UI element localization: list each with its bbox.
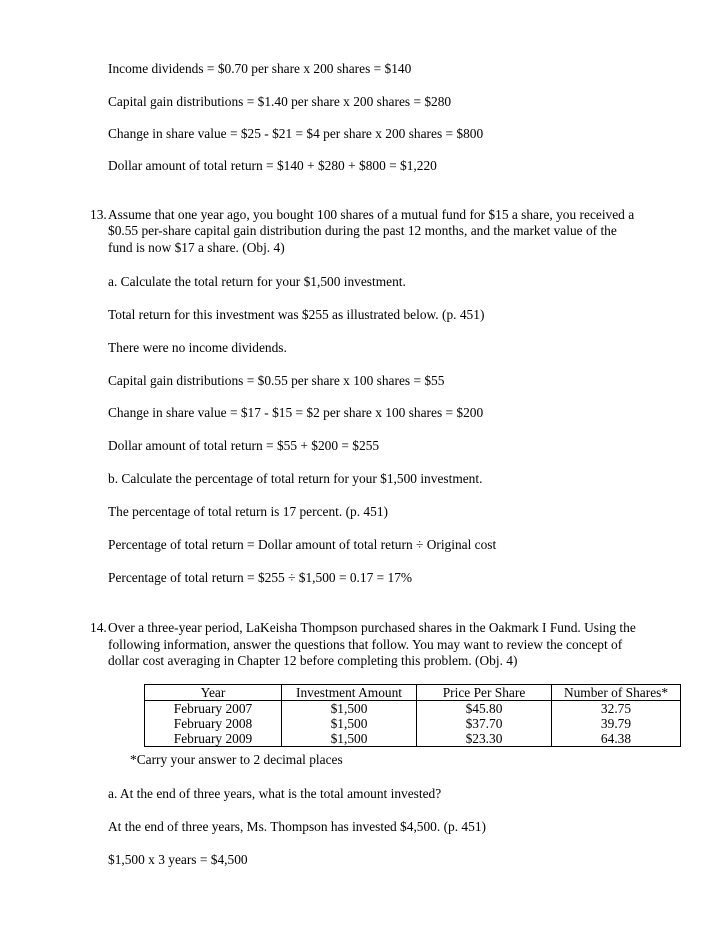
q13-text-line: fund is now $17 a share. (Obj. 4) xyxy=(108,240,285,255)
q13-part-b: b. Calculate the percentage of total return for your $1,500 investment. xyxy=(108,471,483,486)
q13-text-line: Assume that one year ago, you bought 100 shares of a mutual fund for $15 a share, you received a xyxy=(108,207,635,222)
q14-text-line: following information, answer the questions that follow. You may want to review the concept of xyxy=(108,637,623,652)
total-return-line: Dollar amount of total return = $140 + $280 + $800 = $1,220 xyxy=(108,158,437,173)
header-number-of-shares: Number of Shares* xyxy=(552,685,681,701)
q14-text-line: Over a three-year period, LaKeisha Thompson purchased shares in the Oakmark I Fund. Using the xyxy=(108,620,636,635)
q14-answer-line: $1,500 x 3 years = $4,500 xyxy=(108,852,248,867)
header-year: Year xyxy=(145,685,282,701)
cell-shares: 64.38 xyxy=(552,731,681,747)
cell-price: $37.70 xyxy=(417,716,552,731)
q13-answer-line: Percentage of total return = Dollar amount of total return ÷ Original cost xyxy=(108,537,497,552)
cell-price: $23.30 xyxy=(417,731,552,747)
q13-answer-line: Dollar amount of total return = $55 + $200 = $255 xyxy=(108,438,380,453)
table-row xyxy=(145,716,681,731)
share-value-change-line: Change in share value = $25 - $21 = $4 per share x 200 shares = $800 xyxy=(108,126,484,141)
cell-investment: $1,500 xyxy=(282,731,417,747)
table-row xyxy=(145,701,681,717)
q14-text-line: dollar cost averaging in Chapter 12 before completing this problem. (Obj. 4) xyxy=(108,653,518,668)
header-price-per-share: Price Per Share xyxy=(417,685,552,701)
q13-text-line: $0.55 per-share capital gain distribution during the past 12 months, and the market value of the xyxy=(108,223,617,238)
table-row xyxy=(145,731,681,747)
q14-answer-line: At the end of three years, Ms. Thompson has invested $4,500. (p. 451) xyxy=(108,819,486,834)
table-footnote: *Carry your answer to 2 decimal places xyxy=(130,752,343,767)
q13-answer-line: Change in share value = $17 - $15 = $2 per share x 100 shares = $200 xyxy=(108,405,484,420)
q13-answer-line: Percentage of total return = $255 ÷ $1,500 = 0.17 = 17% xyxy=(108,570,413,585)
cell-investment: $1,500 xyxy=(282,716,417,731)
cell-year: February 2007 xyxy=(145,701,282,717)
table-header-row xyxy=(145,685,681,701)
cell-shares: 39.79 xyxy=(552,716,681,731)
q13-answer-line: Total return for this investment was $255 as illustrated below. (p. 451) xyxy=(108,307,485,322)
q14-part-a: a. At the end of three years, what is the total amount invested? xyxy=(108,786,442,801)
income-dividends-line: Income dividends = $0.70 per share x 200 shares = $140 xyxy=(108,61,412,76)
q13-part-a: a. Calculate the total return for your $1,500 investment. xyxy=(108,274,406,289)
q13-answer-line: Capital gain distributions = $0.55 per share x 100 shares = $55 xyxy=(108,373,445,388)
cell-year: February 2009 xyxy=(145,731,282,747)
cell-price: $45.80 xyxy=(417,701,552,717)
cell-investment: $1,500 xyxy=(282,701,417,717)
header-investment-amount: Investment Amount xyxy=(282,685,417,701)
q14-number: 14. xyxy=(90,620,107,635)
q13-number: 13. xyxy=(90,207,107,222)
q13-answer-line: There were no income dividends. xyxy=(108,340,287,355)
cell-shares: 32.75 xyxy=(552,701,681,717)
q13-answer-line: The percentage of total return is 17 percent. (p. 451) xyxy=(108,504,388,519)
cell-year: February 2008 xyxy=(145,716,282,731)
capital-gain-line: Capital gain distributions = $1.40 per share x 200 shares = $280 xyxy=(108,94,452,109)
shares-table xyxy=(144,684,681,747)
